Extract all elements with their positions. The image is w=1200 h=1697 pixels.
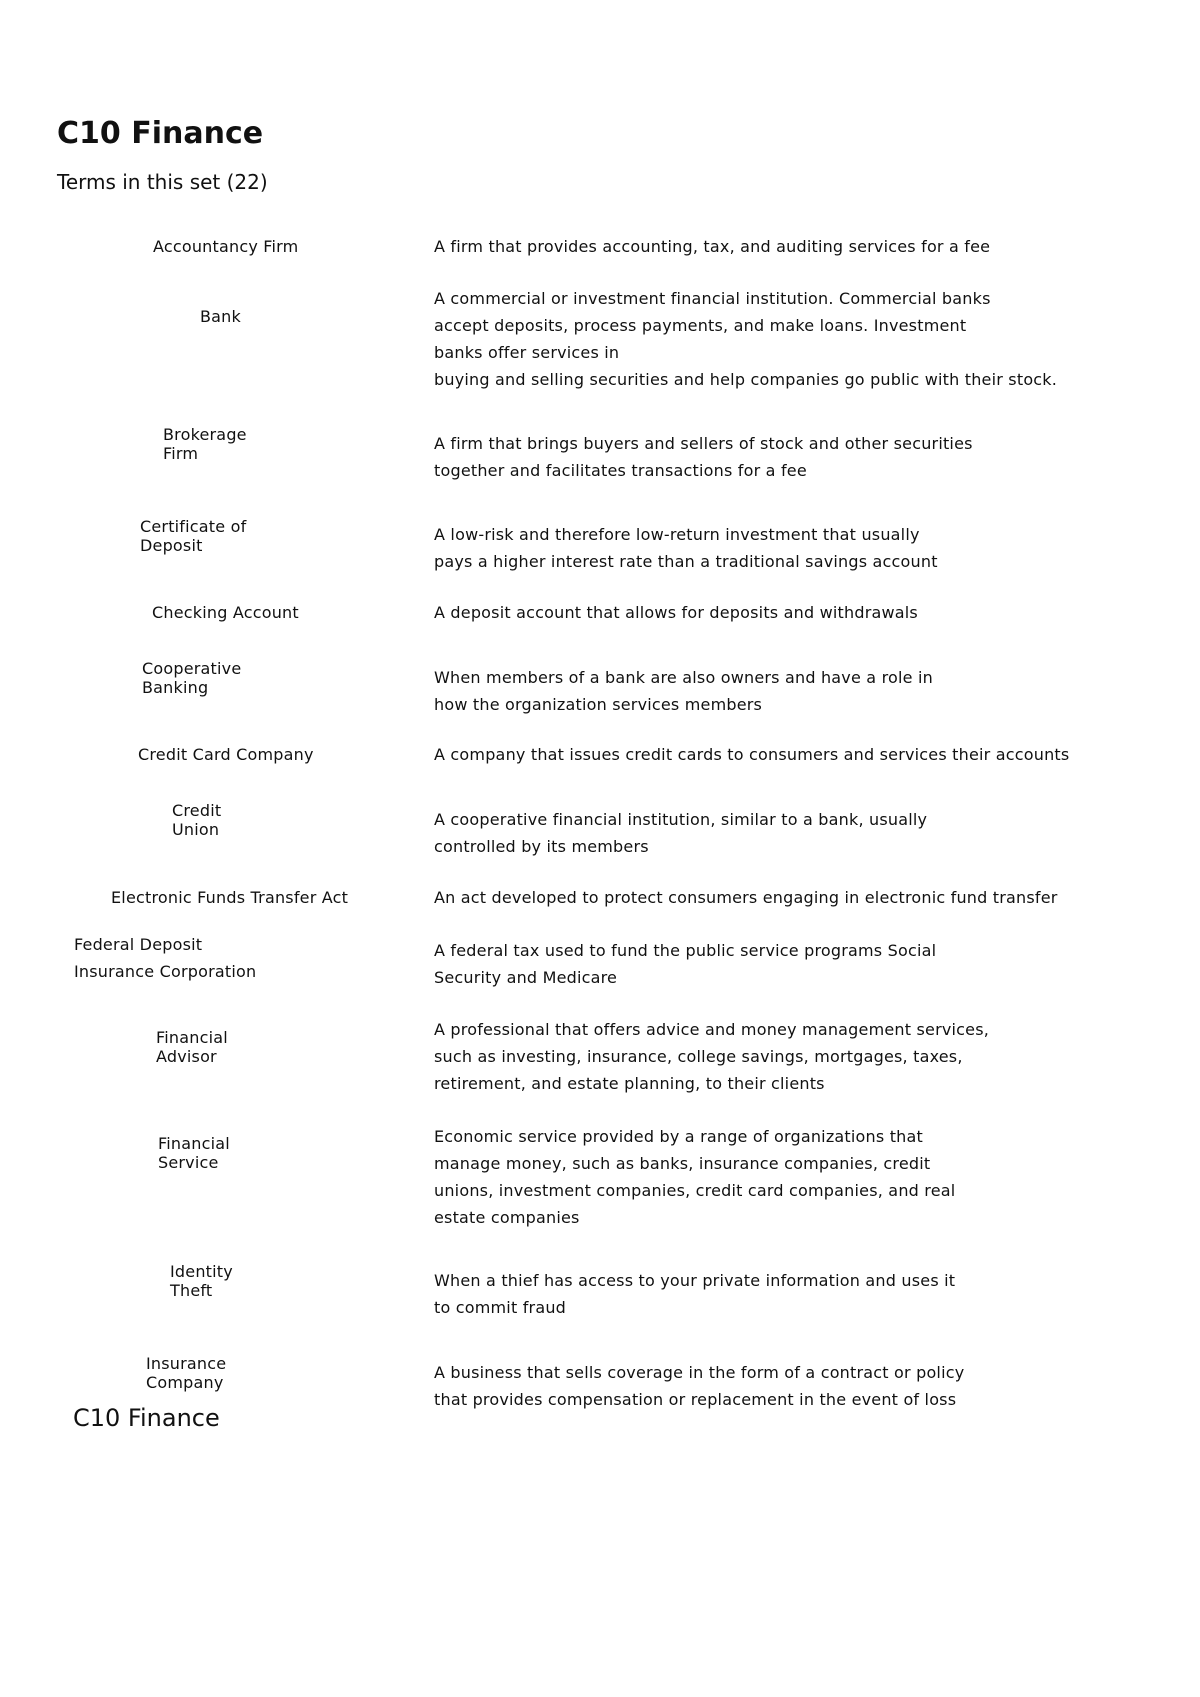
term-label: Credit Card Company	[138, 745, 314, 764]
term-definition: A business that sells coverage in the form of a contract or policy that provides compensation or replacement in the event of loss	[434, 1363, 965, 1409]
terms-count-subtitle: Terms in this set (22)	[57, 170, 268, 194]
term-label: Brokerage Firm	[163, 425, 247, 463]
term-label: Checking Account	[152, 603, 299, 622]
term-label: Cooperative Banking	[142, 659, 242, 697]
term-definition: A commercial or investment financial institution. Commercial banks accept deposits, process payments, and make loans. Investment banks offer services in buying and selling securities and help companies go public with their stock.	[434, 289, 1058, 389]
page-title: C10 Finance	[57, 116, 264, 151]
term-label: Electronic Funds Transfer Act	[111, 888, 349, 907]
term-label: Bank	[200, 307, 241, 326]
term-label: Financial Advisor	[156, 1028, 228, 1066]
term-label: Identity Theft	[170, 1262, 233, 1300]
term-definition: When a thief has access to your private information and uses it to commit fraud	[434, 1271, 956, 1317]
term-definition: A firm that brings buyers and sellers of stock and other securities together and facilitates transactions for a fee	[434, 434, 973, 480]
term-definition: A deposit account that allows for deposits and withdrawals	[434, 603, 918, 622]
term-definition: When members of a bank are also owners and have a role in how the organization services members	[434, 668, 933, 714]
term-label: Credit Union	[172, 801, 222, 839]
footer-title: C10 Finance	[73, 1404, 220, 1432]
term-label: Insurance Company	[146, 1354, 227, 1392]
term-definition: A professional that offers advice and money management services, such as investing, insurance, college savings, mortgages, taxes, retirement, and estate planning, to their clients	[434, 1020, 990, 1093]
term-label: Accountancy Firm	[153, 237, 299, 256]
term-definition: A company that issues credit cards to consumers and services their accounts	[434, 745, 1070, 764]
term-label: Federal Deposit Insurance Corporation	[74, 935, 257, 981]
term-label: Financial Service	[158, 1134, 230, 1172]
term-definition: Economic service provided by a range of organizations that manage money, such as banks, insurance companies, credit unions, investment companies, credit card companies, and real estate companies	[434, 1127, 956, 1227]
term-definition: A low-risk and therefore low-return investment that usually pays a higher interest rate than a traditional savings account	[434, 525, 938, 571]
term-label: Certificate of Deposit	[140, 517, 247, 555]
term-definition: A firm that provides accounting, tax, and auditing services for a fee	[434, 237, 991, 256]
term-definition: A federal tax used to fund the public service programs Social Security and Medicare	[434, 941, 937, 987]
term-definition: An act developed to protect consumers engaging in electronic fund transfer	[434, 888, 1058, 907]
term-definition: A cooperative financial institution, similar to a bank, usually controlled by its members	[434, 810, 928, 856]
